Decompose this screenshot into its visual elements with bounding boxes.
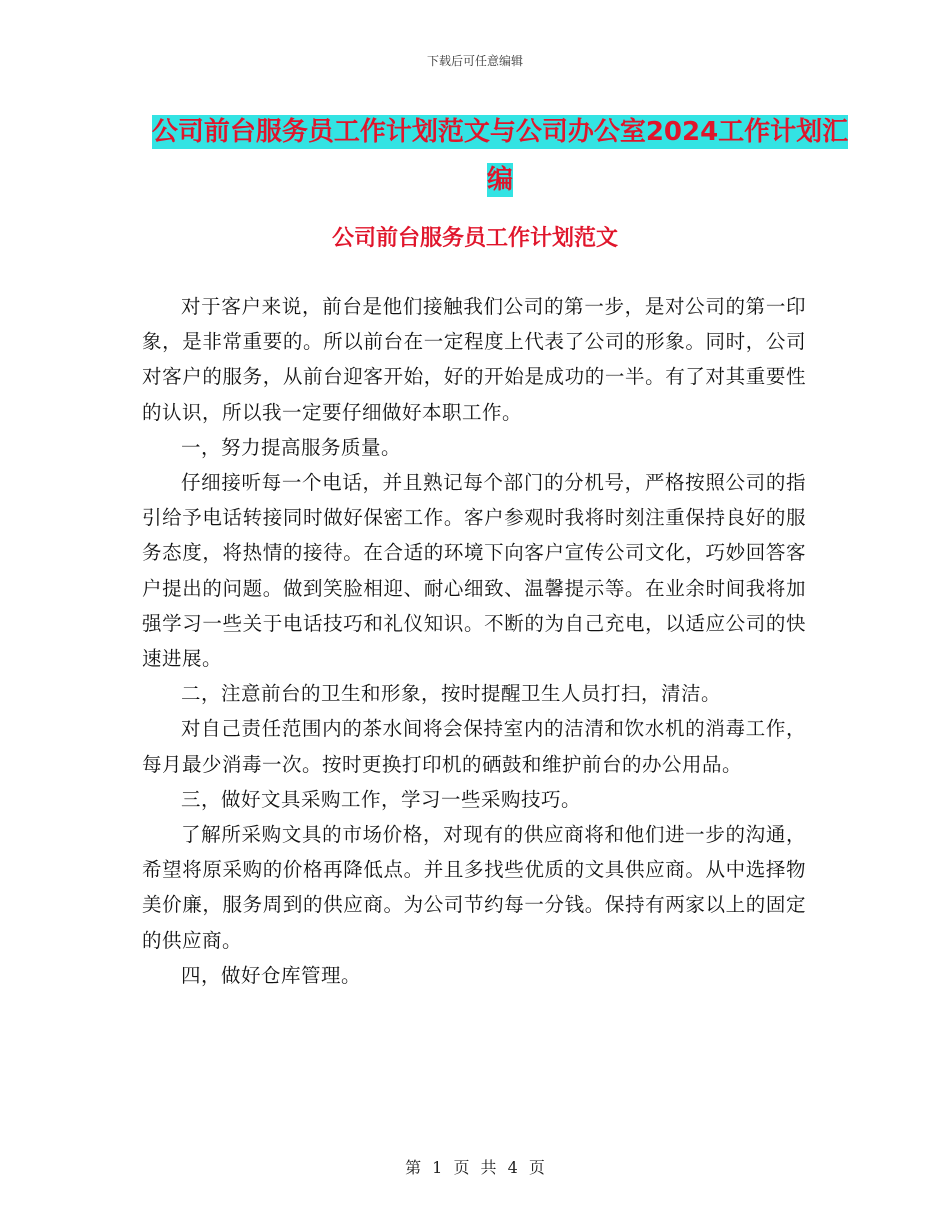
paragraph: 仔细接听每一个电话，并且熟记每个部门的分机号，严格按照公司的指引给予电话转接同时做好保密工作。客户参观时我将时刻注重保持良好的服务态度，将热情的接待。在合适的环境下向客户宣传公司文化，巧妙回答客户提出的问题。做到笑脸相迎、耐心细致、温馨提示等。在业余时间我将加强学习一些关于电话技巧和礼仪知识。不断的为自己充电，以适应公司的快速进展。 xyxy=(142,471,806,671)
page-number-footer: 第 1 页 共 4 页 xyxy=(405,1158,545,1177)
paragraph: 对于客户来说，前台是他们接触我们公司的第一步，是对公司的第一印象，是非常重要的。所以前台在一定程度上代表了公司的形象。同时，公司对客户的服务，从前台迎客开始，好的开始是成功的一半。有了对其重要性的认识，所以我一定要仔细做好本职工作。 xyxy=(142,295,806,424)
paragraph: 对自己责任范围内的茶水间将会保持室内的洁清和饮水机的消毒工作，每月最少消毒一次。按时更换打印机的硒鼓和维护前台的办公用品。 xyxy=(142,717,806,776)
paragraph: 二，注意前台的卫生和形象，按时提醒卫生人员打扫，清洁。 xyxy=(181,682,722,706)
paragraph: 一，努力提高服务质量。 xyxy=(181,435,402,459)
document-body xyxy=(142,289,806,993)
page-header-note: 下载后可任意编辑 xyxy=(426,54,523,68)
paragraph: 了解所采购文具的市场价格，对现有的供应商将和他们进一步的沟通，希望将原采购的价格再降低点。并且多找些优质的文具供应商。从中选择物美价廉，服务周到的供应商。为公司节约每一分钱。保持有两家以上的固定的供应商。 xyxy=(142,823,806,952)
paragraph: 三，做好文具采购工作，学习一些采购技巧。 xyxy=(181,787,582,811)
paragraph: 四，做好仓库管理。 xyxy=(181,963,362,987)
document-title xyxy=(150,108,850,204)
section-title: 公司前台服务员工作计划范文 xyxy=(331,226,618,251)
document-title-text: 公司前台服务员工作计划范文与公司办公室2024工作计划汇编 xyxy=(151,117,849,195)
